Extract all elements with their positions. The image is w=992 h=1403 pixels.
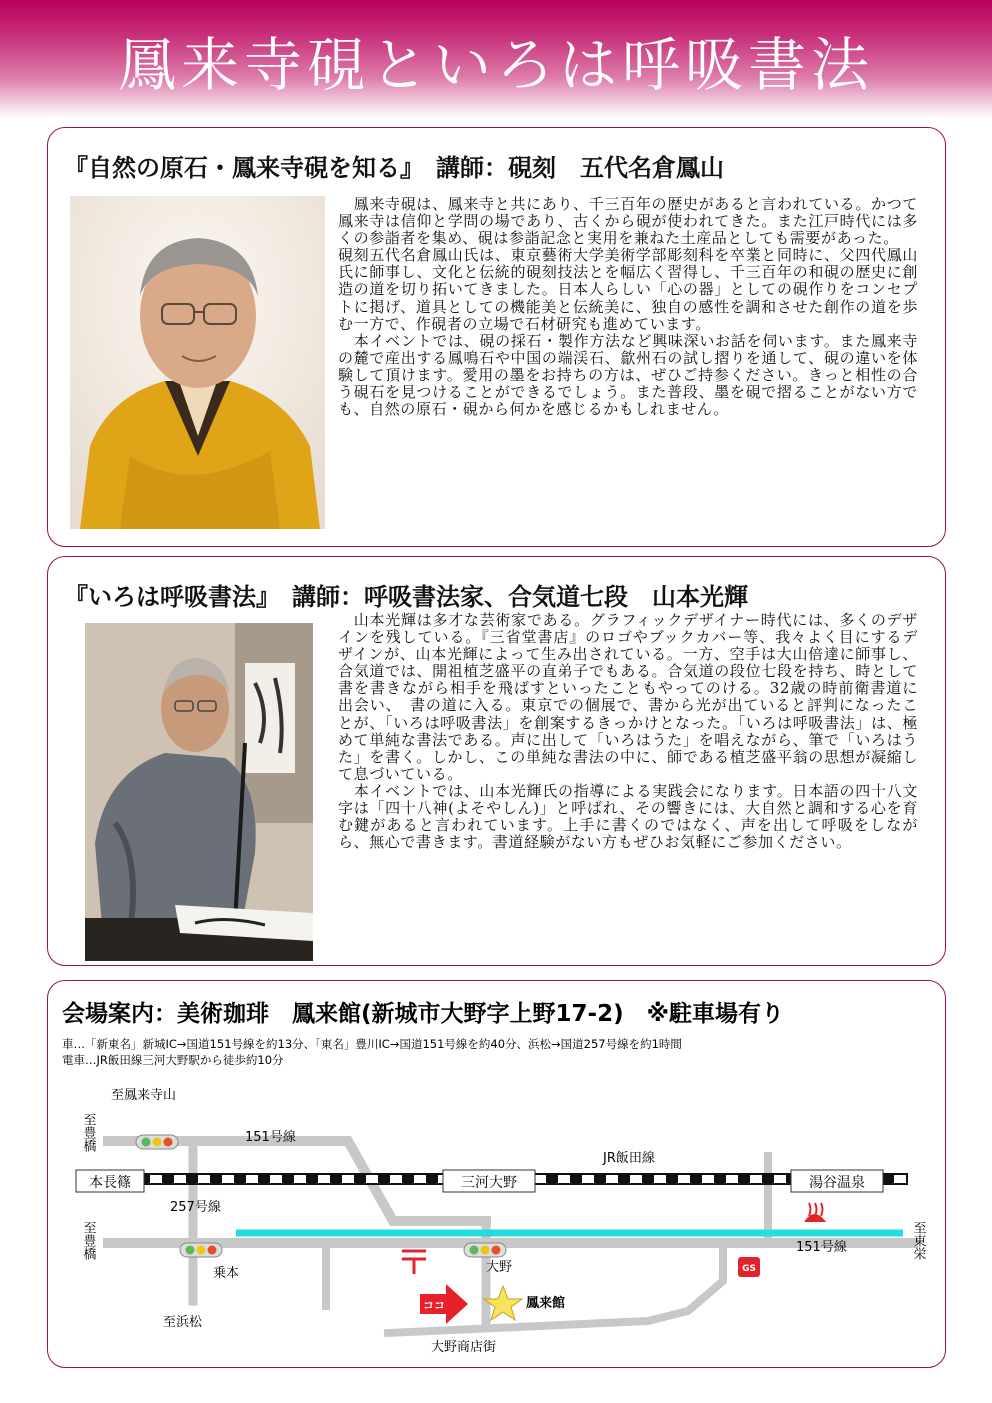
label-norimoto: 乗本 xyxy=(213,1266,240,1281)
section-suzuri-paragraph: 鳳来寺硯は、鳳来寺と共にあり、千三百年の歴史があると言われている。かつて鳳来寺は信仰と学問の場であり、古くから硯が使われてきた。また江戸時代には多くの参詣者を集め、硯は参詣記念と実用を兼ねた土産品としても需要があった。 xyxy=(338,195,918,248)
access-map xyxy=(48,981,945,1367)
section-suzuri xyxy=(47,127,946,547)
title-banner xyxy=(0,0,992,118)
label-route257: 257号線 xyxy=(170,1200,221,1215)
label-shopping-street: 大野商店街 xyxy=(431,1340,497,1355)
section-iroha-paragraph: 本イベントでは、山本光輝氏の指導による実践会になります。日本語の四十八文字は「四十八神(よそやしん)」と呼ばれ、その響きには、大自然と調和する心を育む鍵があると言われています。上手に書くのではなく、声を出して呼吸をしながら、無心で書きます。書道経験がない方もぜひお気軽にご参加ください。 xyxy=(338,781,918,852)
venue-arrow-label: ココ xyxy=(423,1299,445,1312)
section-suzuri-body xyxy=(338,196,918,418)
label-to-hamamatsu: 至浜松 xyxy=(163,1315,203,1330)
label-ono: 大野 xyxy=(486,1260,513,1275)
section-venue xyxy=(47,980,946,1368)
label-to-toei: 至東栄 xyxy=(910,1221,926,1260)
station-yuyaonsen-label: 湯谷温泉 xyxy=(809,1175,865,1191)
post-office-icon xyxy=(402,1251,426,1274)
gas-station-icon xyxy=(738,1257,760,1277)
section-suzuri-paragraph: 本イベントでは、硯の採石・製作方法など興味深いお話を伺います。また鳳来寺の麓で産出する鳳鳴石や中国の端渓石、歙州石の試し摺りを通して、硯の違いを体験して頂けます。愛用の墨をお持ちの方は、ぜひご持参ください。きっと相性の合う硯石を見つけることができるでしょう。また普段、墨を硯で摺ることがない方でも、自然の原石・硯から何かを感じるかもしれません。 xyxy=(338,331,918,419)
station-mikawaono xyxy=(443,1170,535,1192)
section-suzuri-paragraph: 硯刻五代名倉鳳山氏は、東京藝術大学美術学部彫刻科を卒業と同時に、父四代鳳山氏に師事し、文化と伝統的硯刻技法とを幅広く習得し、千三百年の和硯の歴史に創造の道を切り拓いてきました。日本人らしい「心の器」としての硯作りをコンセプトに掲げ、道具としての機能美と伝統美に、独自の感性を調和させた創作の道を歩む一方で、作硯者の立場で石材研究も進めています。 xyxy=(338,246,918,333)
label-route151-east: 151号線 xyxy=(796,1240,847,1255)
section-iroha-paragraph: 山本光輝は多才な芸術家である。グラフィックデザイナー時代には、多くのデザインを残している。『三省堂書店』のロゴやブックカバー等、我々よく目にするデザインが、山本光輝によって生み出されている。一方、空手は大山倍達に師事し、合気道では、開祖植芝盛平の直弟子でもある。合気道の段位七段を持ち、時として書を書きながら相手を飛ばすといったこともやってのける。32歳の時前衛書道に出会い、 書の道に入る。東京での個展で、書から光が出ていると評判になったことが、「いろは呼吸書法」を創案するきっかけとなった。「いろは呼吸書法」は、極めて単純な書法である。声に出して「いろはうた」を唱えながら、筆で「いろはうた」を書く。しかし、この単純な書法の中に、師である植芝盛平翁の思想が凝縮して息づいている。 xyxy=(338,611,918,783)
label-to-toyohashi-north: 至豊橋 xyxy=(80,1113,96,1152)
traffic-light-icon xyxy=(464,1243,506,1257)
station-mikawaono-label: 三河大野 xyxy=(461,1175,517,1191)
station-yuyaonsen xyxy=(791,1170,883,1192)
gas-station-label: GS xyxy=(742,1264,756,1274)
station-honnagashino-label: 本長篠 xyxy=(89,1175,131,1191)
traffic-light-icon xyxy=(136,1135,178,1149)
traffic-light-icon xyxy=(180,1243,222,1257)
section-suzuri-heading: 『自然の原石・鳳来寺硯を知る』 講師：硯刻 五代名倉鳳山 xyxy=(64,153,724,182)
instructor-yamamoto-photo xyxy=(85,623,313,961)
instructor-nagura-photo xyxy=(70,196,325,529)
label-to-horaijisan: 至鳳来寺山 xyxy=(111,1088,177,1103)
label-to-toyohashi-south: 至豊橋 xyxy=(80,1221,96,1260)
venue-arrow-icon xyxy=(420,1284,468,1324)
page-title: 鳳来寺硯といろは呼吸書法 xyxy=(117,31,874,99)
section-iroha xyxy=(47,556,946,966)
label-jr-line: JR飯田線 xyxy=(603,1151,655,1166)
access-by-train: 電車…JR飯田線三河大野駅から徒歩約10分 xyxy=(62,1053,284,1067)
venue-heading: 会場案内：美術珈琲 鳳来館(新城市大野字上野17-2) ※駐車場有り xyxy=(62,1001,784,1027)
hot-spring-icon xyxy=(806,1203,824,1221)
label-venue-name: 鳳来館 xyxy=(526,1296,566,1311)
access-by-car: 車…「新東名」新城IC→国道151号線を約13分、「東名」豊川IC→国道151号線を約40分、浜松→国道257号線を約1時間 xyxy=(62,1037,682,1051)
label-route151: 151号線 xyxy=(245,1130,296,1145)
section-iroha-heading: 『いろは呼吸書法』 講師：呼吸書法家、合気道七段 山本光輝 xyxy=(64,582,748,611)
station-honnagashino xyxy=(76,1170,144,1192)
section-iroha-body xyxy=(338,612,918,851)
